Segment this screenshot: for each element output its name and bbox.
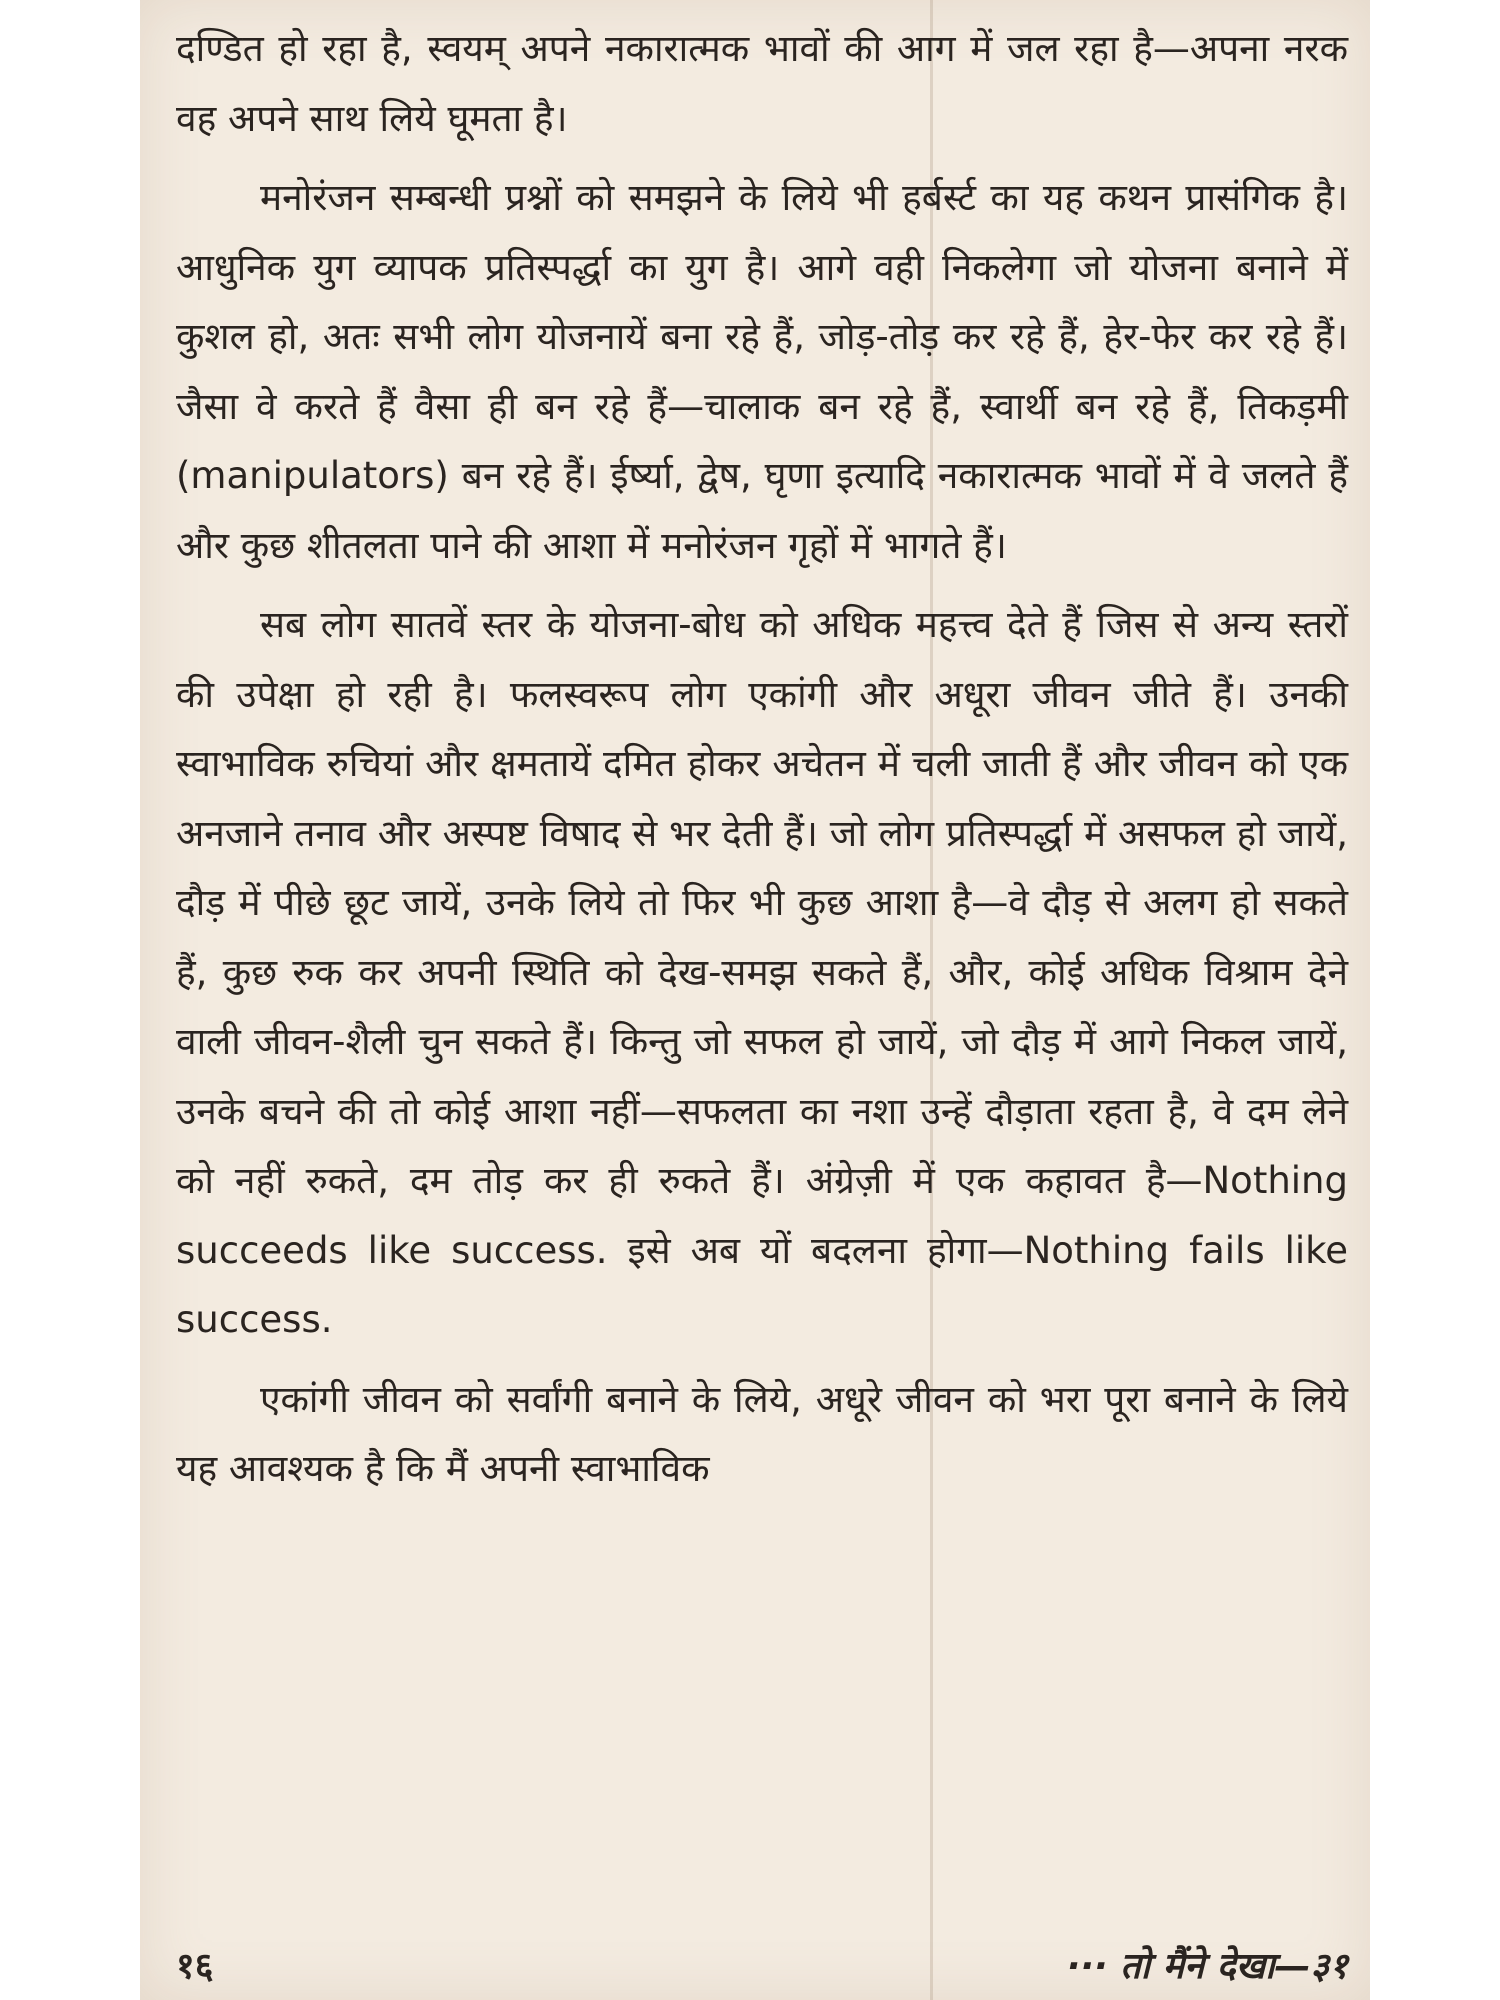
page-footer bbox=[176, 1940, 1348, 1989]
paragraph-2: मनोरंजन सम्बन्धी प्रश्नों को समझने के लिये भी हर्बर्स्ट का यह कथन प्रासंगिक है। आधुनिक युग व्यापक प्रतिस्पर्द्धा का युग है। आगे वही निकलेगा जो योजना बनाने में कुशल हो, अतः सभी लोग योजनायें बना रहे हैं, जोड़-तोड़ कर रहे हैं, हेर-फेर कर रहे हैं। जैसा वे करते हैं वैसा ही बन रहे हैं—चालाक बन रहे हैं, स्वार्थी बन रहे हैं, तिकड़मी (manipulators) बन रहे हैं। ईर्ष्या, द्वेष, घृणा इत्यादि नकारात्मक भावों में वे जलते हैं और कुछ शीतलता पाने की आशा में मनोरंजन गृहों में भागते हैं। bbox=[176, 176, 1348, 567]
body-text bbox=[176, 14, 1348, 1504]
book-page bbox=[140, 0, 1370, 2000]
paragraph-1: दण्डित हो रहा है, स्वयम् अपने नकारात्मक भावों की आग में जल रहा है—अपना नरक वह अपने साथ लिये घूमता है। bbox=[176, 27, 1348, 140]
paragraph-3: सब लोग सातवें स्तर के योजना-बोध को अधिक महत्त्व देते हैं जिस से अन्य स्तरों की उपेक्षा हो रही है। फलस्वरूप लोग एकांगी और अधूरा जीवन जीते हैं। उनकी स्वाभाविक रुचियां और क्षमतायें दमित होकर अचेतन में चली जाती हैं और जीवन को एक अनजाने तनाव और अस्पष्ट विषाद से भर देती हैं। जो लोग प्रतिस्पर्द्धा में असफल हो जायें, दौड़ में पीछे छूट जायें, उनके लिये तो फिर भी कुछ आशा है—वे दौड़ से अलग हो सकते हैं, कुछ रुक कर अपनी स्थिति को देख-समझ सकते हैं, और, कोई अधिक विश्राम देने वाली जीवन-शैली चुन सकते हैं। किन्तु जो सफल हो जायें, जो दौड़ में आगे निकल जायें, उनके बचने की तो कोई आशा नहीं—सफलता का नशा उन्हें दौड़ाता रहता है, वे दम लेने को नहीं रुकते, दम तोड़ कर ही रुकते हैं। अंग्रेज़ी में एक कहावत है—Nothing succeeds like success. इसे अब यों बदलना होगा—Nothing fails like success. bbox=[176, 603, 1348, 1341]
paragraph-4: एकांगी जीवन को सर्वांगी बनाने के लिये, अधूरे जीवन को भरा पूरा बनाने के लिये यह आवश्यक है कि मैं अपनी स्वाभाविक bbox=[176, 1377, 1348, 1490]
running-footer: ··· तो मैंने देखा—३१ bbox=[1066, 1946, 1348, 1987]
page-number: १६ bbox=[176, 1946, 214, 1987]
